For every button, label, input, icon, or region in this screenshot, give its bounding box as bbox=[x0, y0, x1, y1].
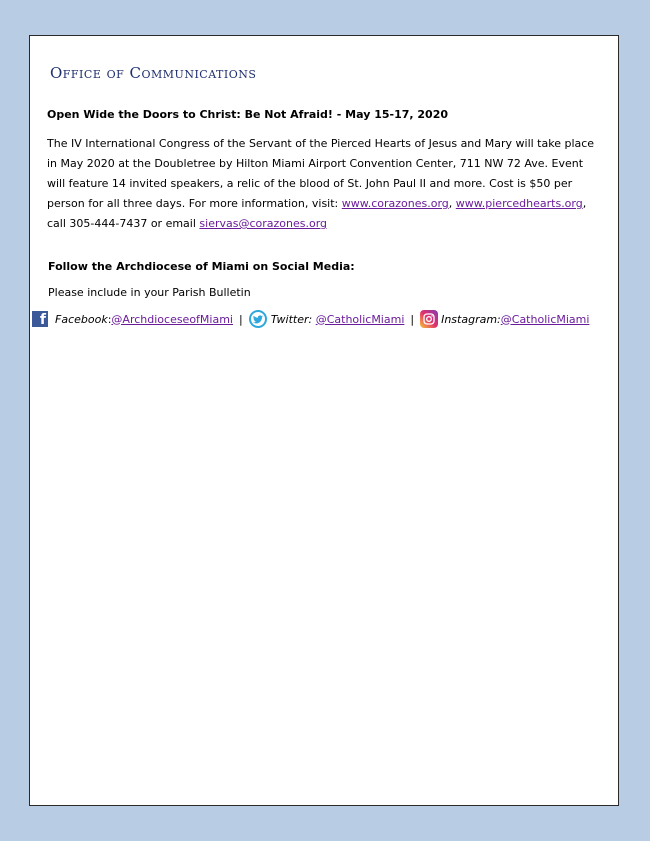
follow-heading: Follow the Archdiocese of Miami on Social Media: bbox=[48, 260, 355, 273]
article-body-text: The IV International Congress of the Servant of the Pierced Hearts of Jesus and Mary will take place in May 2020 at the Doubletree by Hilton Miami Airport Convention Center, 711 NW 72 Ave. Event will feature 14 invited speakers, a relic of the blood of St. John Paul II and more. Cost is $50 per person for all three days. For more information, visit: bbox=[47, 137, 595, 210]
twitter-icon bbox=[249, 310, 267, 328]
include-note: Please include in your Parish Bulletin bbox=[48, 286, 251, 299]
instagram-handle-link[interactable]: @CatholicMiami bbox=[500, 312, 590, 326]
office-title: Office of Communications bbox=[50, 64, 257, 82]
link-comma: , bbox=[448, 197, 456, 210]
separator: | bbox=[410, 312, 415, 326]
twitter-label: Twitter: bbox=[270, 312, 313, 326]
facebook-label: Facebook bbox=[55, 312, 108, 326]
social-media-row bbox=[32, 308, 618, 330]
corazones-link[interactable]: www.corazones.org bbox=[341, 197, 449, 210]
facebook-handle-link[interactable]: @ArchdioceseofMiami bbox=[111, 312, 233, 326]
document-page bbox=[29, 35, 619, 806]
article-body-contact: , call 305-444-7437 or email bbox=[47, 197, 587, 230]
facebook-icon: f bbox=[32, 311, 48, 327]
article-body bbox=[47, 134, 602, 234]
piercedhearts-link[interactable]: www.piercedhearts.org bbox=[455, 197, 583, 210]
facebook-colon: : bbox=[107, 312, 112, 326]
instagram-label: Instagram: bbox=[441, 312, 501, 326]
email-link[interactable]: siervas@corazones.org bbox=[199, 217, 328, 230]
article-headline: Open Wide the Doors to Christ: Be Not Afraid! - May 15-17, 2020 bbox=[47, 108, 449, 121]
instagram-icon bbox=[420, 310, 438, 328]
twitter-handle-link[interactable]: @CatholicMiami bbox=[315, 312, 405, 326]
separator: | bbox=[239, 312, 243, 326]
